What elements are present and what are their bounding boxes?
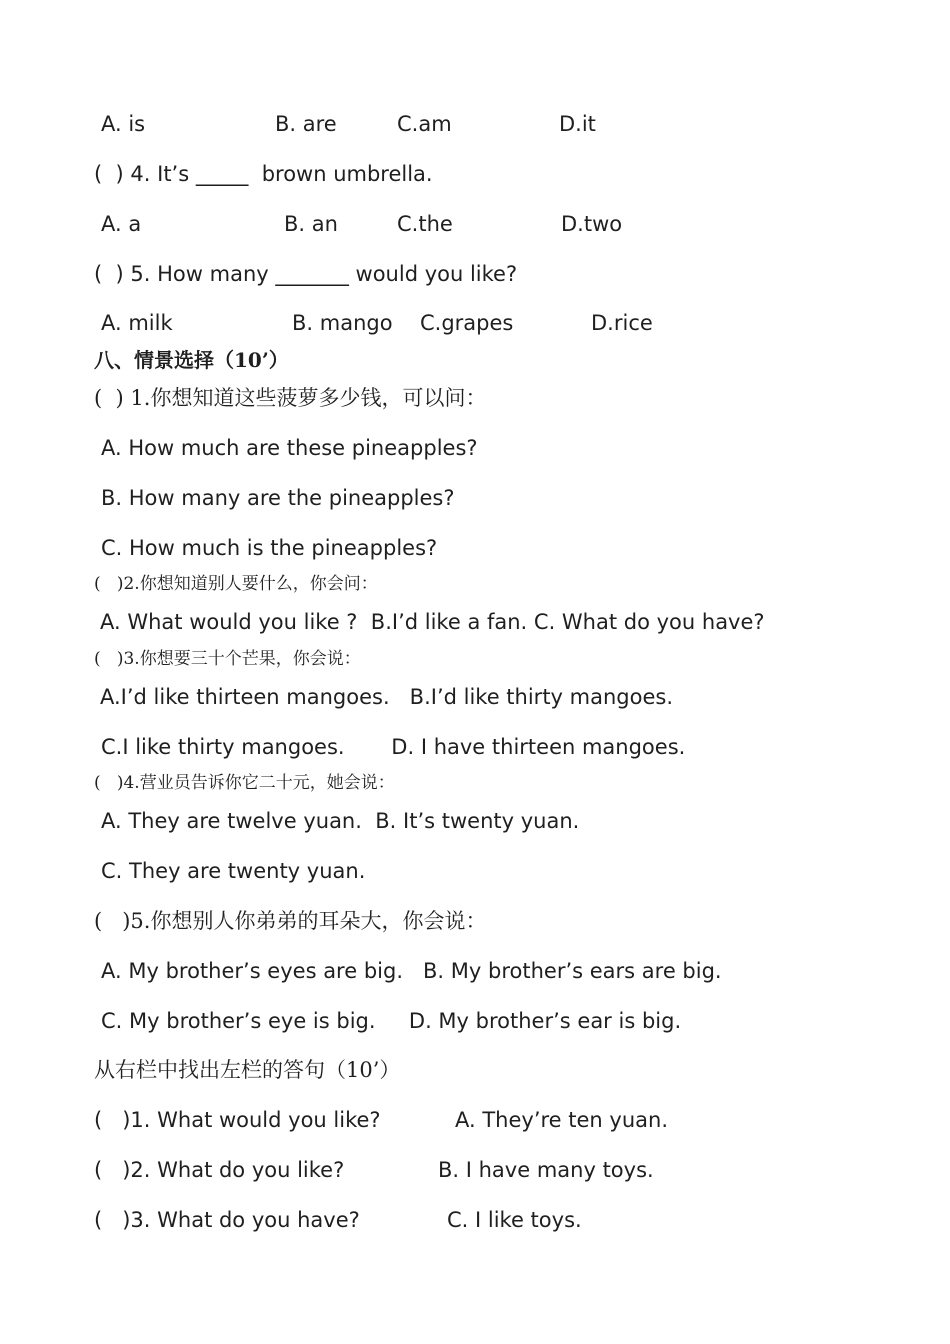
q3-option-b: B. are	[275, 112, 337, 136]
matching-row3-left: ( )3. What do you have?	[94, 1208, 360, 1232]
section8-item5-prompt: ( )5.你想别人你弟弟的耳朵大，你会说：	[94, 909, 487, 933]
matching-heading: 从右栏中找出左栏的答句（10’）	[94, 1058, 401, 1082]
matching-row2-right: B. I have many toys.	[438, 1158, 654, 1182]
section8-item2-prompt: ( )2.你想知道别人要什么，你会问：	[94, 574, 378, 594]
q3-option-d: D.it	[559, 112, 596, 136]
q5-option-b: B. mango	[292, 311, 393, 335]
q5-option-c: C.grapes	[420, 311, 514, 335]
section8-item5-options-1: A. My brother’s eyes are big. B. My brother’s ears are big.	[101, 959, 722, 983]
q4-option-c: C.the	[397, 212, 453, 236]
q5-option-a: A. milk	[101, 311, 173, 335]
section8-item1-option-c: C. How much is the pineapples?	[101, 536, 438, 560]
q4-option-b: B. an	[284, 212, 338, 236]
matching-row1-left: ( )1. What would you like?	[94, 1108, 381, 1132]
matching-row1-right: A. They’re ten yuan.	[455, 1108, 669, 1132]
q5-stem: ( ) 5. How many _______ would you like?	[94, 262, 518, 286]
section8-item1-prompt: ( ) 1.你想知道这些菠萝多少钱，可以问：	[94, 386, 487, 410]
q4-stem: ( ) 4. It’s _____ brown umbrella.	[94, 162, 433, 186]
section8-item1-option-b: B. How many are the pineapples?	[101, 486, 455, 510]
q3-option-c: C.am	[397, 112, 452, 136]
section8-item3-options-1: A.I’d like thirteen mangoes. B.I’d like thirty mangoes.	[100, 685, 673, 709]
matching-row2-left: ( )2. What do you like?	[94, 1158, 345, 1182]
section8-item2-options: A. What would you like ? B.I’d like a fan. C. What do you have?	[100, 610, 765, 634]
section8-item4-options-1: A. They are twelve yuan. B. It’s twenty yuan.	[101, 809, 580, 833]
q5-option-d: D.rice	[591, 311, 653, 335]
section8-item4-options-2: C. They are twenty yuan.	[101, 859, 366, 883]
q4-option-a: A. a	[101, 212, 142, 236]
section8-item3-options-2: C.I like thirty mangoes. D. I have thirteen mangoes.	[101, 735, 686, 759]
q4-option-d: D.two	[561, 212, 623, 236]
section8-heading: 八、情景选择（10’）	[94, 348, 289, 372]
section8-item4-prompt: ( )4.营业员告诉你它二十元，她会说：	[94, 773, 395, 793]
section8-item5-options-2: C. My brother’s eye is big. D. My brother’s ear is big.	[101, 1009, 682, 1033]
matching-row3-right: C. I like toys.	[447, 1208, 582, 1232]
q3-option-a: A. is	[101, 112, 146, 136]
section8-item3-prompt: ( )3.你想要三十个芒果，你会说：	[94, 649, 361, 669]
section8-item1-option-a: A. How much are these pineapples?	[101, 436, 478, 460]
